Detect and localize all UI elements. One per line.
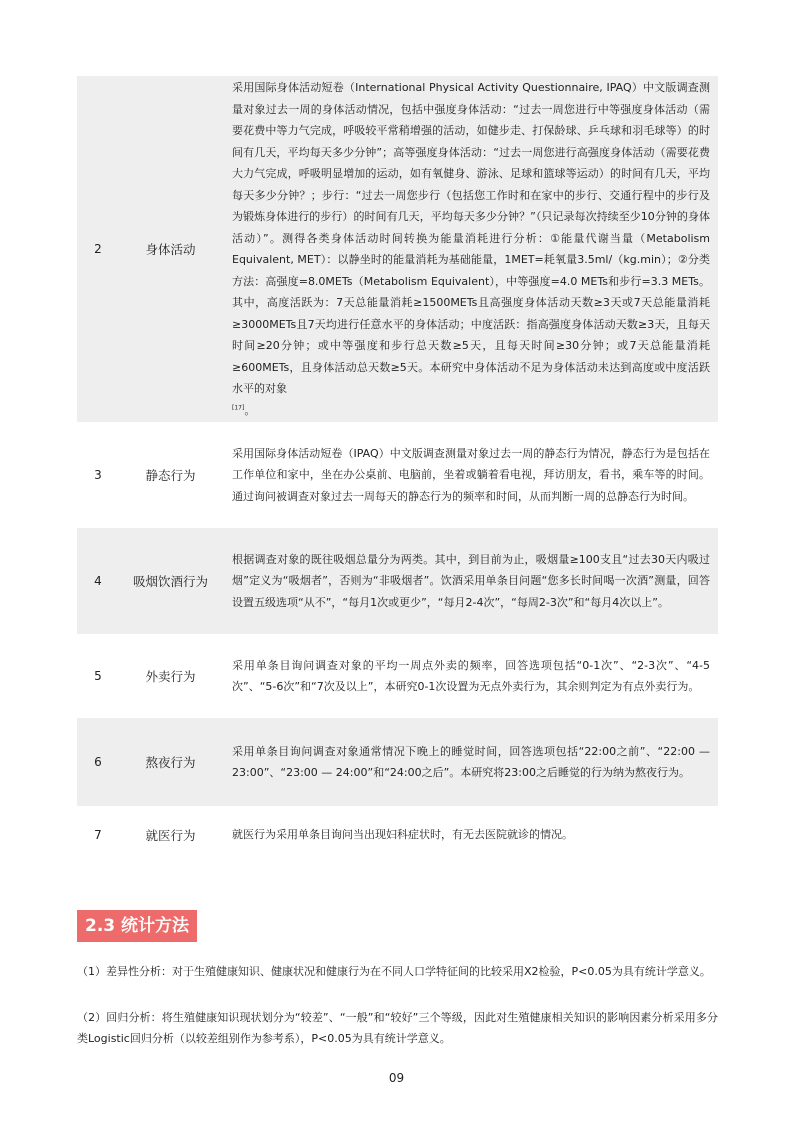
row-description-text: 根据调查对象的既往吸烟总量分为两类。其中，到目前为止，吸烟量≥100支且“过去30天内吸过烟”定义为“吸烟者”，否则为“非吸烟者”。饮酒采用单条目问题“您多长时间喝一次酒”测量，回答设置五级选项“从不”，“每月1次或更少”，“每月2-4次”，“每周2-3次”和“每月4次以上”。 (232, 552, 710, 609)
section-title: 2.3 统计方法 (77, 910, 197, 942)
row-description (222, 718, 718, 806)
paragraph-regression-analysis: （2）回归分析：将生殖健康知识现状划分为“较差”、“一般”和“较好”三个等级，因此对生殖健康相关知识的影响因素分析采用多分类Logistic回归分析（以较差组别作为参考系），P<0.05为具有统计学意义。 (77, 1011, 718, 1045)
row-description-tail: 。 (244, 403, 256, 417)
row-number: 3 (94, 468, 102, 482)
row-description-text: 就医行为采用单条目询问当出现妇科症状时，有无去医院就诊的情况。 (232, 828, 573, 842)
row-description (222, 76, 718, 422)
row-name: 静态行为 (145, 468, 196, 483)
row-description-text: 采用单条目询问调查对象通常情况下晚上的睡觉时间，回答选项包括“22:00之前”、“22:00 — 23:00”、“23:00 — 24:00”和“24:00之后”。本研究将23:00之后睡觉的行为纳为熬夜行为。 (232, 744, 710, 779)
table-row (77, 528, 718, 634)
row-name: 外卖行为 (145, 669, 196, 684)
table-row (77, 634, 718, 718)
row-number: 4 (94, 574, 102, 588)
row-description (222, 634, 718, 718)
row-description-text: 采用国际身体活动短卷（IPAQ）中文版调查测量对象过去一周的静态行为情况，静态行为是包括在工作单位和家中，坐在办公桌前、电脑前，坐着或躺着看电视，拜访朋友，看书，乘车等的时间。通过询问被调查对象过去一周每天的静态行为的频率和时间，从而判断一周的总静态行为时间。 (232, 446, 710, 503)
row-description (222, 806, 718, 864)
row-description-text: 采用单条目询问调查对象的平均一周点外卖的频率，回答选项包括“0-1次”、“2-3次”、“4-5次”、“5-6次”和“7次及以上”，本研究0-1次设置为无点外卖行为，其余则判定为有点外卖行为。 (232, 658, 710, 693)
paragraph-difference-analysis: （1）差异性分析：对于生殖健康知识、健康状况和健康行为在不同人口学特征间的比较采用X2检验，P<0.05为具有统计学意义。 (77, 965, 711, 978)
row-name: 熬夜行为 (145, 755, 196, 770)
table-row (77, 422, 718, 528)
row-name: 身体活动 (145, 242, 196, 257)
row-number: 2 (94, 242, 102, 256)
row-number: 6 (94, 755, 102, 769)
table-row (77, 76, 718, 422)
table-row (77, 806, 718, 864)
row-number: 5 (94, 669, 102, 683)
row-number: 7 (94, 828, 102, 842)
reference-mark: [17] (232, 403, 245, 411)
row-description-text: 采用国际身体活动短卷（International Physical Activity Questionnaire, IPAQ）中文版调查测量对象过去一周的身体活动情况，包括中强度身体活动：“过去一周您进行中等强度身体活动（需要花费中等力气完成，呼吸较平常稍增强的活动，如健步走、打保龄球、乒乓球和羽毛球等）的时间有几天，平均每天多少分钟”；高等强度身体活动：“过去一周您进行高强度身体活动（需要花费大力气完成，呼吸明显增加的运动，如有氧健身、游泳、足球和篮球等运动）的时间有几天，平均每天多少分钟？；步行：“过去一周您步行（包括您工作时和在家中的步行、交通行程中的步行及为锻炼身体进行的步行）的时间有几天，平均每天多少分钟？”（只记录每次持续至少10分钟的身体活动）”。测得各类身体活动时间转换为能量消耗进行分析：①能量代谢当量（Metabolism Equivalent, MET）：以静坐时的能量消耗为基础能量，1MET=耗氧量3.5ml/（kg.min）；②分类方法：高强度=8.0METs（Metabolism Equivalent），中等强度=4.0 METs和步行=3.3 METs。其中，高度活跃为：7天总能量消耗≥1500METs且高强度身体活动天数≥3天或7天总能量消耗≥3000METs且7天均进行任意水平的身体活动；中度活跃：指高强度身体活动天数≥3天，且每天时间≥20分钟；或中等强度和步行总天数≥5天，且每天时间≥30分钟；或7天总能量消耗≥600METs，且身体活动总天数≥5天。本研究中身体活动不足为身体活动未达到高度或中度活跃水平的对象 (232, 81, 710, 395)
page-number: 09 (388, 1071, 405, 1085)
row-name: 就医行为 (145, 828, 196, 843)
behavior-table (77, 76, 718, 864)
row-description (222, 422, 718, 528)
table-row (77, 718, 718, 806)
row-name: 吸烟饮酒行为 (132, 574, 208, 589)
row-description (222, 528, 718, 634)
